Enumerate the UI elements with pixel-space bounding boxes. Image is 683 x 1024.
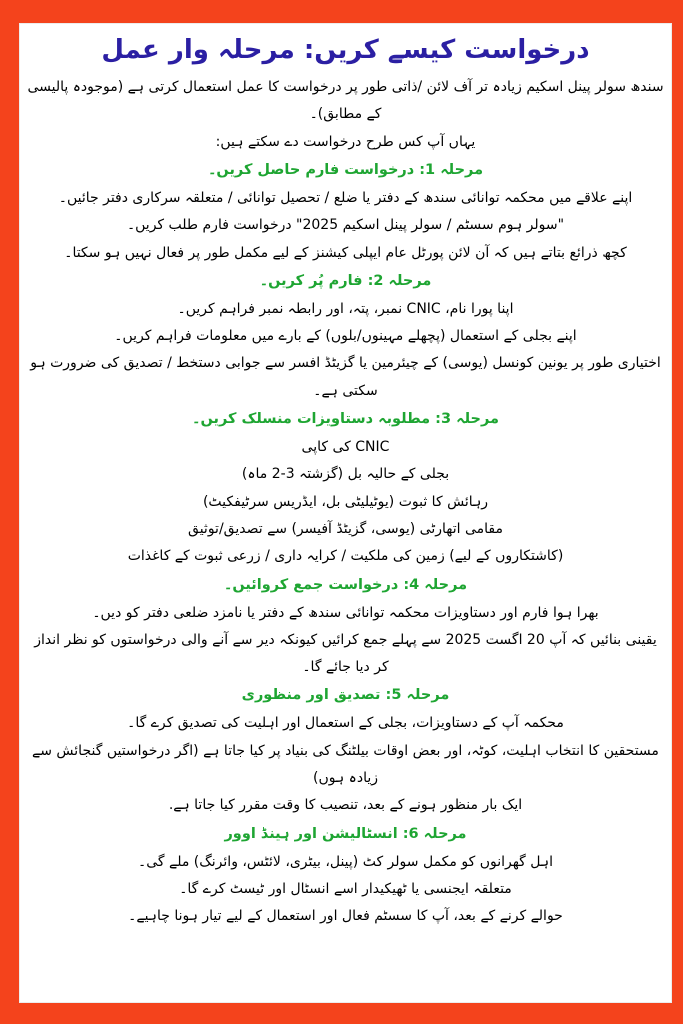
step-6-heading: مرحلہ 6: انسٹالیشن اور ہینڈ اوور	[224, 825, 467, 842]
step-5-line: ایک بار منظور ہونے کے بعد، تنصیب کا وقت مقرر کیا جاتا ہے.	[168, 797, 523, 814]
step-4-line: بھرا ہوا فارم اور دستاویزات محکمہ توانائی سندھ کے دفتر یا نامزد ضلعی دفتر کو دیں۔	[92, 604, 599, 621]
intro-line-2: یہاں آپ کس طرح درخواست دے سکتے ہیں:	[215, 133, 476, 150]
step-3-heading: مرحلہ 3: مطلوبہ دستاویزات منسلک کریں۔	[191, 411, 499, 428]
step-1-section	[25, 156, 666, 267]
step-3-line: رہائش کا ثبوت (یوٹیلیٹی بل، ایڈریس سرٹیفکیٹ)	[202, 493, 489, 510]
step-3-line: CNIC کی کاپی	[301, 439, 390, 456]
step-2-line: اپنا پورا نام، CNIC نمبر، پتہ، اور رابطہ نمبر فراہم کریں۔	[177, 300, 514, 317]
step-4-heading: مرحلہ 4: درخواست جمع کروائیں۔	[223, 576, 468, 593]
step-5-heading: مرحلہ 5: تصدیق اور منظوری	[241, 687, 450, 704]
step-5-line: محکمہ آپ کے دستاویزات، بجلی کے استعمال اور اہلیت کی تصدیق کرے گا۔	[127, 715, 564, 732]
step-3-line: (کاشتکاروں کے لیے) زمین کی ملکیت / کرایہ داری / زرعی ثبوت کے کاغذات	[127, 548, 564, 565]
step-2-line: اپنے بجلی کے استعمال (پچھلے مہینوں/بلوں) کے بارے میں معلومات فراہم کریں۔	[114, 328, 577, 345]
step-3-section	[25, 405, 666, 570]
step-6-line: متعلقہ ایجنسی یا ٹھیکیدار اسے انسٹال اور ٹیسٹ کرے گا۔	[179, 880, 512, 897]
step-2-section	[25, 267, 666, 405]
page-title: درخواست کیسے کریں: مرحلہ وار عمل	[101, 35, 590, 65]
intro-line-1: سندھ سولر پینل اسکیم زیادہ تر آف لائن /ذاتی طور پر درخواست کا عمل استعمال کرتی ہے (موجودہ پالیسی کے مطابق)۔	[27, 79, 664, 123]
step-1-heading: مرحلہ 1: درخواست فارم حاصل کریں۔	[207, 161, 484, 178]
step-6-section	[25, 820, 666, 931]
step-3-line: مقامی اتھارٹی (یوسی، گزیٹڈ آفیسر) سے تصدیق/توثیق	[188, 520, 503, 537]
step-6-line: حوالے کرنے کے بعد، آپ کا سسٹم فعال اور استعمال کے لیے تیار ہونا چاہیے۔	[128, 908, 563, 925]
document-body	[19, 23, 672, 1003]
step-3-line: بجلی کے حالیہ بل (گزشتہ 3-2 ماہ)	[241, 466, 450, 483]
step-1-line: اپنے علاقے میں محکمہ توانائی سندھ کے دفتر یا ضلع / تحصیل توانائی / متعلقہ سرکاری دفتر جائیں۔	[58, 189, 633, 206]
step-2-heading: مرحلہ 2: فارم پُر کریں۔	[259, 272, 432, 289]
step-6-line: اہل گھرانوں کو مکمل سولر کٹ (پینل، بیٹری، لائٹس، وائرنگ) ملے گی۔	[138, 853, 553, 870]
step-4-line: یقینی بنائیں کہ آپ 20 اگست 2025 سے پہلے جمع کرائیں کیونکہ دیر سے آنے والی درخواستوں کو نظر انداز کر دیا جائے گا۔	[34, 631, 657, 676]
step-2-line: اختیاری طور پر یونین کونسل (یوسی) کے چیئرمین یا گزیٹڈ افسر سے جوابی دستخط / تصدیق کی ضرورت ہو سکتی ہے۔	[30, 355, 661, 399]
step-5-line: مستحقین کا انتخاب اہلیت، کوٹہ، اور بعض اوقات بیلٹنگ کی بنیاد پر کیا جاتا ہے (اگر درخواستیں گنجائش سے زیادہ ہوں)	[32, 742, 659, 787]
step-4-section	[25, 571, 666, 682]
step-1-line: کچھ ذرائع بتاتے ہیں کہ آن لائن پورٹل عام ایپلی کیشنز کے لیے مکمل طور پر فعال نہیں ہو سکتا۔	[64, 244, 627, 261]
step-1-line: "سولر ہوم سسٹم / سولر پینل اسکیم 2025" درخواست فارم طلب کریں۔	[126, 217, 565, 234]
step-5-section	[25, 681, 666, 819]
